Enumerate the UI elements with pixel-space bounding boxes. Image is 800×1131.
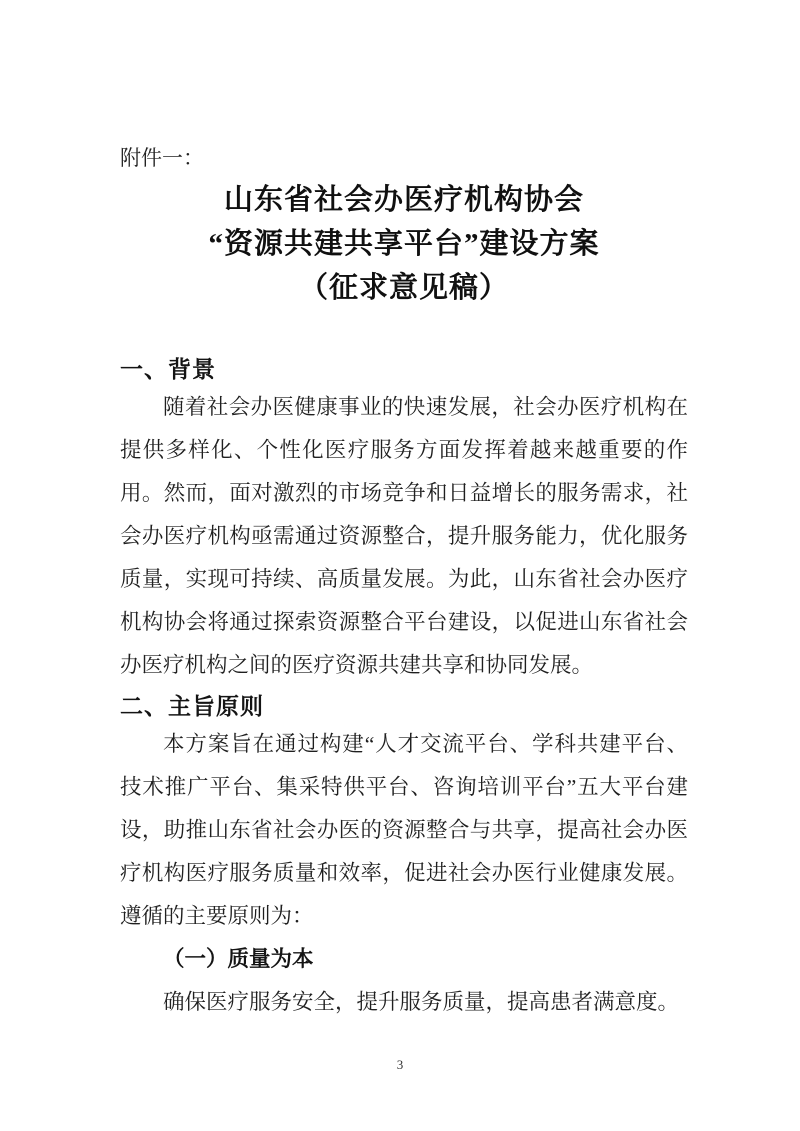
title-line-3: （征求意见稿） [298, 272, 509, 304]
subsection-heading-quality: （一）质量为本 [163, 947, 314, 971]
page-number: 3 [396, 1057, 404, 1072]
section-heading-principles: 二、主旨原则 [120, 693, 264, 719]
paragraph-background: 随着社会办医健康事业的快速发展，社会办医疗机构在提供多样化、个性化医疗服务方面发挥着越来越重要的作用。然而，面对激烈的市场竞争和日益增长的服务需求，社会办医疗机构亟需通过资源整合，提升服务能力，优化服务质量，实现可持续、高质量发展。为此，山东省社会办医疗机构协会将通过探索资源整合平台建设，以促进山东省社会办医疗机构之间的医疗资源共建共享和协同发展。 [120, 395, 688, 677]
attachment-label: 附件一： [120, 146, 204, 170]
document-title [120, 178, 688, 310]
title-line-2: “资源共建共享平台”建设方案 [208, 228, 600, 260]
paragraph-quality: 确保医疗服务安全，提升服务质量，提高患者满意度。 [163, 990, 680, 1014]
paragraph-principles: 本方案旨在通过构建“人才交流平台、学科共建平台、技术推广平台、集采特供平台、咨询培训平台”五大平台建设，助推山东省社会办医的资源整合与共享，提高社会办医疗机构医疗服务质量和效率，促进社会办医行业健康发展。遵循的主要原则为： [120, 732, 688, 928]
section-heading-background: 一、背景 [120, 356, 216, 382]
title-line-1: 山东省社会办医疗机构协会 [223, 184, 584, 216]
document-body [120, 0, 688, 1024]
